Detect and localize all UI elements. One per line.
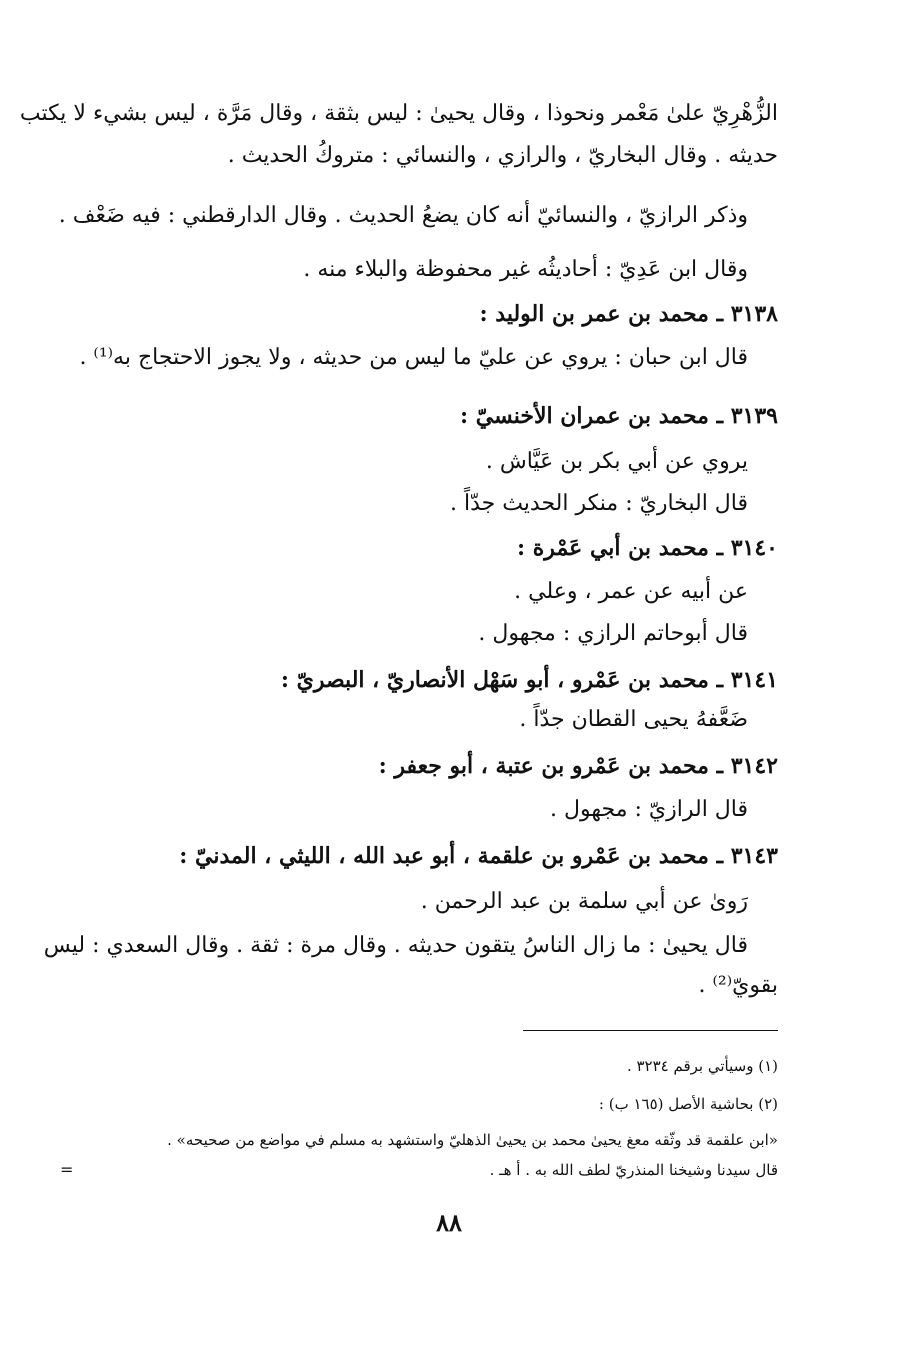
footnote-2-quote: «ابن علقمة قد وثّقه معغ يحيىٰ محمد بن يحيىٰ الذهليّ واستشهد به مسلم في مواضع من صحيحه» . bbox=[167, 1131, 778, 1149]
entry-heading: ٣١٤٢ ـ محمد بن عَمْرو بن عتبة ، أبو جعفر : bbox=[378, 753, 778, 779]
continuation-mark: = bbox=[60, 1160, 74, 1179]
entry-text: قال يحيىٰ : ما زال الناسُ يتقون حديثه . وقال مرة : ثقة . وقال السعدي : ليس bbox=[43, 933, 748, 958]
entry-text: رَوىٰ عن أبي سلمة بن عبد الرحمن . bbox=[420, 889, 748, 914]
entry-text: يروي عن أبي بكر بن عَيَّاش . bbox=[485, 449, 748, 474]
entry-text: قال البخاريّ : منكر الحديث جدّاً . bbox=[449, 491, 748, 516]
footnote-1: (١) وسيأتي برقم ٣٢٣٤ . bbox=[626, 1057, 778, 1075]
text-line: حديثه . وقال البخاريّ ، والرازي ، والنسائي : متروكُ الحديث . bbox=[227, 143, 778, 168]
entry-text: ضَعَّفهُ يحيى القطان جدّاً . bbox=[519, 707, 748, 732]
footnote-separator bbox=[523, 1030, 778, 1031]
text-line: وقال ابن عَدِيّ : أحاديثُه غير محفوظة والبلاء منه . bbox=[303, 257, 748, 282]
entry-text: عن أبيه عن عمر ، وعلي . bbox=[514, 579, 748, 604]
entry-text: قال الرازيّ : مجهول . bbox=[550, 797, 748, 822]
entry-heading: ٣١٣٨ ـ محمد بن عمر بن الوليد : bbox=[479, 301, 778, 327]
entry-text: قال أبوحاتم الرازي : مجهول . bbox=[478, 621, 748, 646]
text-line: وذكر الرازيّ ، والنسائيّ أنه كان يضعُ الحديث . وقال الدارقطني : فيه ضَعْف . bbox=[58, 203, 748, 228]
entry-text: بقويّ⁽²⁾ . bbox=[698, 973, 778, 998]
page-number: ٨٨ bbox=[436, 1208, 462, 1237]
entry-heading: ٣١٤٣ ـ محمد بن عَمْرو بن علقمة ، أبو عبد الله ، الليثي ، المدنيّ : bbox=[179, 843, 778, 869]
entry-text: قال ابن حبان : يروي عن عليّ ما ليس من حديثه ، ولا يجوز الاحتجاج به⁽¹⁾ . bbox=[79, 345, 748, 370]
footnote-2: (٢) بحاشية الأصل (١٦٥ ب) : bbox=[598, 1095, 778, 1113]
entry-heading: ٣١٣٩ ـ محمد بن عمران الأخنسيّ : bbox=[459, 403, 778, 429]
footnote-2-end: قال سيدنا وشيخنا المنذريّ لطف الله به . أ هـ . bbox=[489, 1161, 778, 1179]
text-line: الزُّهْرِيّ علىٰ مَعْمر ونحوذا ، وقال يحيىٰ : ليس بثقة ، وقال مَرَّة ، ليس بشيء لا يكتب bbox=[19, 101, 778, 126]
entry-heading: ٣١٤١ ـ محمد بن عَمْرو ، أبو سَهْل الأنصاريّ ، البصريّ : bbox=[280, 667, 778, 693]
entry-heading: ٣١٤٠ ـ محمد بن أبي عَمْرة : bbox=[517, 535, 778, 561]
